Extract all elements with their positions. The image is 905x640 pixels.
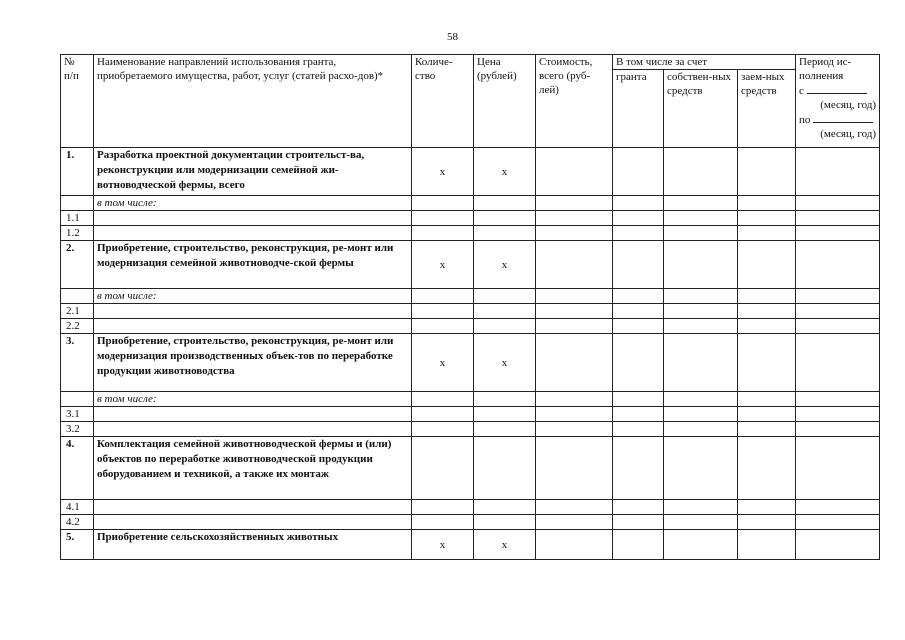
value-cell [536,304,613,319]
including-row [61,196,880,211]
value-cell [613,500,664,515]
section-number: 4. [61,437,94,500]
value-cell [412,289,474,304]
value-cell [412,226,474,241]
value-cell [738,500,796,515]
subitem-row [61,211,880,226]
value-cell [738,437,796,500]
including-num-cell [61,289,94,304]
subitem-number: 1.1 [61,211,94,226]
value-cell [412,319,474,334]
section-row [61,334,880,392]
value-cell [94,515,412,530]
value-cell [738,392,796,407]
value-cell [412,515,474,530]
value-cell [796,334,880,392]
value-cell [738,304,796,319]
value-cell [536,289,613,304]
subitem-row [61,304,880,319]
value-cell [664,437,738,500]
value-cell [474,422,536,437]
value-cell [796,500,880,515]
value-cell [738,530,796,560]
period-from-label: с [799,85,804,97]
value-cell [94,500,412,515]
value-cell [536,422,613,437]
header-loan-funds: заем-ных средств [738,70,796,148]
value-cell [412,422,474,437]
including-num-cell [61,392,94,407]
header-own-funds: собствен-ных средств [664,70,738,148]
value-cell [738,289,796,304]
value-cell [613,211,664,226]
value-cell [796,211,880,226]
value-cell [796,226,880,241]
header-num: № п/п [61,55,94,148]
section-row [61,437,880,500]
value-cell [536,500,613,515]
value-cell [474,289,536,304]
qty-cell: x [412,530,474,560]
period-from-unit: (месяц, год) [820,99,877,111]
period-to-label: по [799,114,811,126]
header-qty: Количе-ство [412,55,474,148]
value-cell [613,226,664,241]
value-cell [536,211,613,226]
value-cell [613,422,664,437]
value-cell [536,148,613,196]
value-cell [738,515,796,530]
value-cell [664,392,738,407]
subitem-number: 1.2 [61,226,94,241]
value-cell [412,196,474,211]
value-cell [613,319,664,334]
value-cell [796,407,880,422]
value-cell [474,319,536,334]
value-cell [474,226,536,241]
value-cell [664,241,738,289]
value-cell [796,530,880,560]
value-cell [796,515,880,530]
value-cell [796,289,880,304]
value-cell [796,196,880,211]
value-cell [94,226,412,241]
subitem-row [61,226,880,241]
value-cell [664,422,738,437]
section-title: Приобретение, строительство, реконструкция, ре-монт или модернизация производственных объек-тов по переработке продукции животноводства [94,334,412,392]
price-cell: x [474,148,536,196]
value-cell [738,226,796,241]
value-cell [94,304,412,319]
value-cell [664,334,738,392]
including-row [61,392,880,407]
value-cell [738,196,796,211]
value-cell [613,407,664,422]
subitem-number: 3.2 [61,422,94,437]
value-cell [664,304,738,319]
value-cell [94,422,412,437]
value-cell [412,407,474,422]
header-price: Цена (рублей) [474,55,536,148]
value-cell [613,304,664,319]
value-cell [412,500,474,515]
subitem-row [61,515,880,530]
qty-cell: x [412,241,474,289]
value-cell [796,392,880,407]
value-cell [613,196,664,211]
period-title: Период ис-полнения [799,56,852,82]
qty-cell: x [412,334,474,392]
header-including: В том числе за счет [613,55,796,70]
value-cell [738,148,796,196]
value-cell [613,530,664,560]
value-cell [664,196,738,211]
value-cell [796,437,880,500]
section-row [61,148,880,196]
value-cell [664,148,738,196]
value-cell [474,515,536,530]
value-cell [613,241,664,289]
period-from-blank [807,83,867,94]
price-cell [474,437,536,500]
value-cell [664,407,738,422]
including-label: в том числе: [94,289,412,304]
value-cell [738,422,796,437]
value-cell [536,226,613,241]
value-cell [536,319,613,334]
section-row [61,241,880,289]
subitem-row [61,500,880,515]
subitem-row [61,319,880,334]
value-cell [613,334,664,392]
value-cell [474,304,536,319]
period-to-unit: (месяц, год) [820,128,877,140]
value-cell [94,319,412,334]
section-title: Комплектация семейной животноводческой фермы и (или) объектов по переработке животноводческой продукции оборудованием и техникой, а также их монтаж [94,437,412,500]
value-cell [536,196,613,211]
value-cell [474,407,536,422]
subitem-row [61,422,880,437]
section-title: Приобретение, строительство, реконструкция, ре-монт или модернизация семейной животноводче-ской фермы [94,241,412,289]
value-cell [664,515,738,530]
subitem-number: 4.1 [61,500,94,515]
value-cell [474,392,536,407]
header-period [796,55,880,148]
value-cell [536,407,613,422]
value-cell [738,211,796,226]
price-cell: x [474,530,536,560]
including-row [61,289,880,304]
value-cell [94,211,412,226]
value-cell [536,334,613,392]
subitem-number: 3.1 [61,407,94,422]
section-number: 2. [61,241,94,289]
value-cell [664,226,738,241]
period-to-blank [813,112,873,123]
qty-cell [412,437,474,500]
value-cell [738,319,796,334]
section-number: 1. [61,148,94,196]
value-cell [664,530,738,560]
value-cell [613,289,664,304]
value-cell [536,530,613,560]
value-cell [796,148,880,196]
value-cell [738,241,796,289]
value-cell [796,422,880,437]
value-cell [664,289,738,304]
qty-cell: x [412,148,474,196]
value-cell [412,304,474,319]
subitem-number: 2.1 [61,304,94,319]
header-grant: гранта [613,70,664,148]
header-cost: Стоимость, всего (руб-лей) [536,55,613,148]
value-cell [613,148,664,196]
value-cell [474,211,536,226]
page-number: 58 [447,31,458,43]
section-row [61,530,880,560]
subitem-number: 4.2 [61,515,94,530]
including-label: в том числе: [94,196,412,211]
value-cell [94,407,412,422]
value-cell [536,437,613,500]
value-cell [536,241,613,289]
value-cell [796,241,880,289]
value-cell [613,515,664,530]
grant-budget-table [60,54,880,560]
price-cell: x [474,241,536,289]
section-number: 3. [61,334,94,392]
value-cell [474,500,536,515]
value-cell [536,515,613,530]
section-title: Приобретение сельскохозяйственных животных [94,530,412,560]
subitem-number: 2.2 [61,319,94,334]
value-cell [738,407,796,422]
price-cell: x [474,334,536,392]
value-cell [412,211,474,226]
value-cell [474,196,536,211]
value-cell [664,500,738,515]
including-label: в том числе: [94,392,412,407]
value-cell [664,319,738,334]
section-title: Разработка проектной документации строительст-ва, реконструкции или модернизации семейной жи-вотноводческой фермы, всего [94,148,412,196]
value-cell [412,392,474,407]
section-number: 5. [61,530,94,560]
value-cell [613,392,664,407]
value-cell [796,304,880,319]
value-cell [664,211,738,226]
value-cell [613,437,664,500]
header-name: Наименование направлений использования гранта, приобретаемого имущества, работ, услуг (статей расхо-дов)* [94,55,412,148]
including-num-cell [61,196,94,211]
subitem-row [61,407,880,422]
value-cell [796,319,880,334]
value-cell [738,334,796,392]
value-cell [536,392,613,407]
